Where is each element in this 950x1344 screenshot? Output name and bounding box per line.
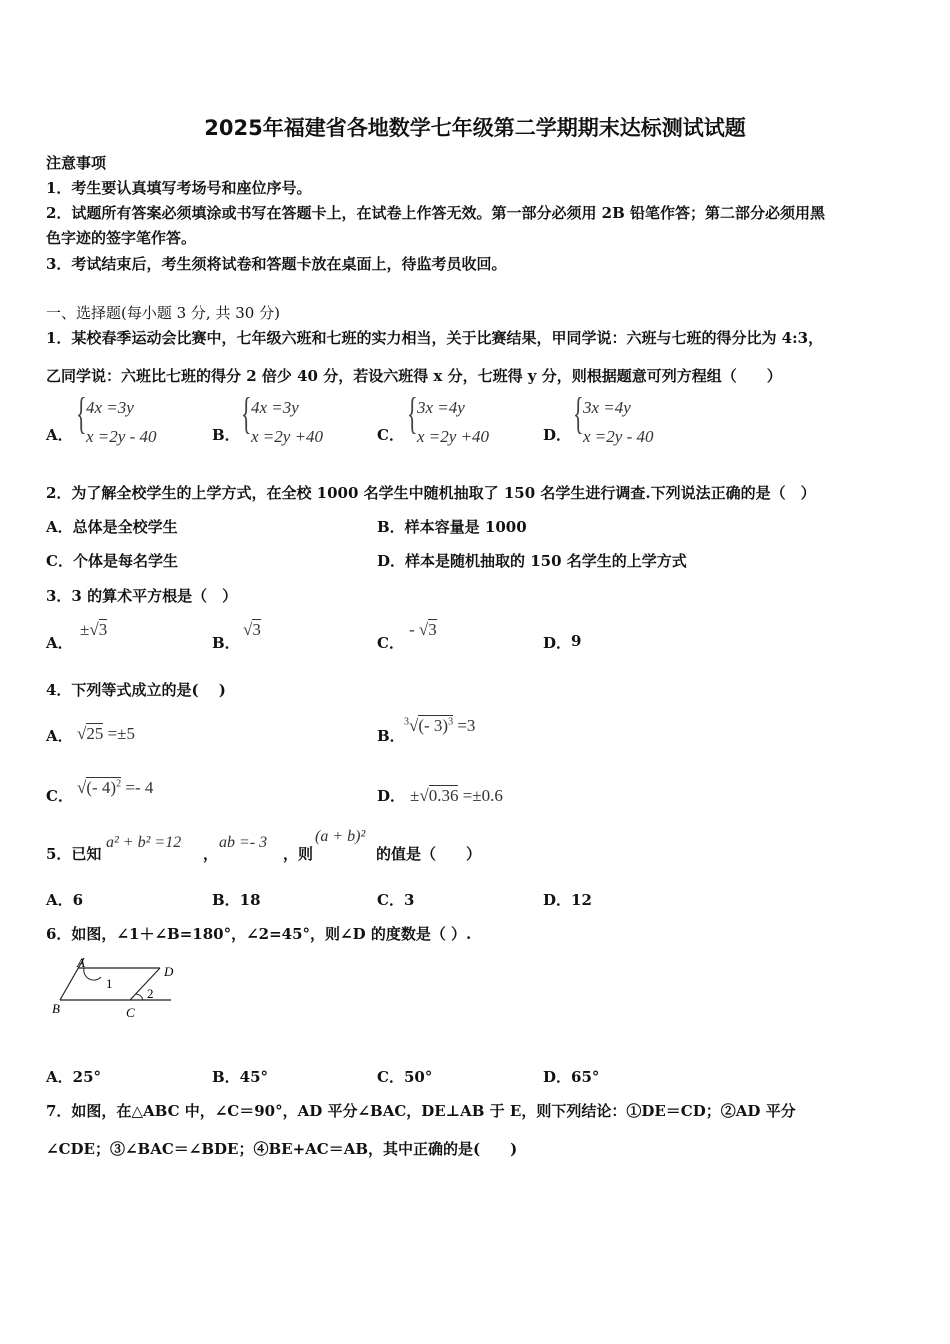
q4-option-d-label: D． — [377, 787, 406, 805]
q6-label-c: C — [126, 1005, 135, 1020]
q6-label-d: D — [164, 964, 174, 979]
q4-c-radicand: (- 4) — [86, 778, 117, 797]
q1-stem-line1: 1．某校春季运动会比赛中，七年级六班和七班的实力相当，关于比赛结果，甲同学说：六班与七班的得分比为 4:3， — [46, 329, 824, 347]
q1-d-eq2: x =2y - 40 — [583, 427, 654, 446]
q6-option-c: C．50° — [377, 1068, 433, 1086]
q1-option-c-label: C． — [377, 426, 404, 444]
q7-stem-line2: ∠CDE；③∠BAC＝∠BDE；④BE+AC＝AB，其中正确的是( ) — [46, 1140, 518, 1158]
q4-a-rhs: =±5 — [107, 724, 136, 743]
radical-icon: √ — [243, 620, 253, 639]
q3-option-d-value: 9 — [571, 632, 582, 650]
q1-a-eq1: 4x =3y — [86, 398, 134, 417]
q1-option-a-label: A． — [46, 426, 73, 444]
q6-label-1: 1 — [106, 976, 113, 991]
q3-option-a-label: A． — [46, 634, 73, 652]
q7-stem-line1: 7．如图，在△ABC 中，∠C＝90°，AD 平分∠BAC，DE⊥AB 于 E，则下列结论：①DE＝CD；②AD 平分 — [46, 1102, 796, 1120]
q1-c-eq1: 3x =4y — [417, 398, 465, 417]
q2-option-c: C．个体是每名学生 — [46, 552, 178, 570]
radical-icon: √ — [418, 620, 429, 639]
q4-option-c-expr — [77, 778, 153, 798]
q4-option-b-label: B． — [377, 727, 405, 745]
radical-icon: √ — [419, 786, 429, 805]
q3-a-radicand: 3 — [98, 620, 108, 639]
q3-c-prefix: - — [409, 620, 419, 639]
q3-c-radicand: 3 — [428, 620, 437, 639]
q3-a-prefix: ± — [80, 620, 90, 639]
q4-b-exponent: 3 — [448, 716, 454, 728]
brace-icon: { — [407, 389, 418, 438]
q6-label-b: B — [52, 1001, 60, 1016]
q4-d-prefix: ± — [410, 786, 420, 805]
q6-option-a: A．25° — [46, 1068, 102, 1086]
q1-b-eq1: 4x =3y — [251, 398, 299, 417]
q4-d-rhs: =±0.6 — [462, 786, 503, 805]
q4-option-d-expr — [410, 786, 503, 806]
radical-icon: √ — [77, 778, 87, 797]
q5-sep-1: ， — [203, 845, 219, 863]
notice-heading: 注意事项 — [46, 154, 107, 172]
q6-option-d: D．65° — [543, 1068, 600, 1086]
q4-stem: 4．下列等式成立的是( ) — [46, 681, 226, 699]
q5-option-c: C．3 — [377, 891, 415, 909]
q5-post: 的值是（ ） — [376, 845, 482, 863]
q5-option-d: D．12 — [543, 891, 592, 909]
q4-c-rhs: =- 4 — [125, 778, 154, 797]
q5-expression: (a + b)² — [315, 828, 366, 845]
q3-b-radicand: 3 — [252, 620, 261, 639]
q4-a-radicand: 25 — [86, 724, 104, 743]
q4-option-c-label: C． — [46, 787, 73, 805]
q3-option-b-expr — [243, 620, 261, 640]
q6-figure — [48, 950, 178, 1025]
q6-label-2: 2 — [147, 986, 154, 1001]
q6-label-a: A — [77, 955, 85, 970]
page-title: 2025年福建省各地数学七年级第二学期期末达标测试试题 — [204, 116, 746, 140]
q2-option-d: D．样本是随机抽取的 150 名学生的上学方式 — [377, 552, 687, 570]
brace-icon: { — [573, 389, 584, 438]
q4-option-b-expr — [404, 716, 475, 736]
q4-option-a-label: A． — [46, 727, 73, 745]
q1-option-b-label: B． — [212, 426, 240, 444]
q3-stem: 3．3 的算术平方根是（ ） — [46, 587, 238, 605]
q4-option-a-expr — [77, 724, 135, 744]
q1-stem-line2: 乙同学说：六班比七班的得分 2 倍少 40 分，若设六班得 x 分，七班得 y 分，则根据题意可列方程组（ ） — [46, 367, 782, 385]
q5-condition-1: a² + b² =12 — [106, 834, 182, 851]
q2-stem: 2．为了解全校学生的上学方式，在全校 1000 名学生中随机抽取了 150 名学生进行调查.下列说法正确的是（ ） — [46, 484, 816, 502]
notice-item-2-cont: 色字迹的签字笔作答。 — [46, 229, 197, 247]
q4-c-exponent: 2 — [116, 778, 122, 790]
q3-option-a-expr — [80, 620, 107, 640]
q5-option-b: B．18 — [212, 891, 261, 909]
q4-d-radicand: 0.36 — [428, 786, 459, 805]
q3-option-b-label: B． — [212, 634, 240, 652]
brace-icon: { — [241, 389, 252, 438]
q5-condition-2: ab =- 3 — [219, 834, 268, 851]
q4-b-index: 3 — [404, 716, 409, 728]
q4-b-radicand: (- 3) — [418, 716, 449, 735]
q3-option-d-label: D． — [543, 634, 572, 652]
q1-b-eq2: x =2y +40 — [251, 427, 324, 446]
q5-option-a: A．6 — [46, 891, 84, 909]
q3-option-c-label: C． — [377, 634, 404, 652]
radical-icon: √ — [409, 716, 419, 735]
q2-option-b: B．样本容量是 1000 — [377, 518, 527, 536]
q6-option-b: B．45° — [212, 1068, 269, 1086]
radical-icon: √ — [89, 620, 99, 639]
q1-a-eq2: x =2y - 40 — [86, 427, 157, 446]
q6-stem: 6．如图，∠1＋∠B=180°，∠2=45°，则∠D 的度数是（ ）. — [46, 925, 472, 943]
q6-angle-1-arc — [84, 968, 101, 980]
q1-d-eq1: 3x =4y — [583, 398, 631, 417]
section-heading: 一、选择题(每小题 3 分, 共 30 分) — [46, 304, 280, 322]
q5-sep-2: ，则 — [283, 845, 314, 863]
q3-option-c-expr — [409, 620, 437, 640]
radical-icon: √ — [77, 724, 87, 743]
brace-icon: { — [76, 389, 87, 438]
q5-pre: 5．已知 — [46, 845, 102, 863]
q6-angle-2-arc — [136, 994, 143, 1000]
q6-line-cd — [130, 968, 160, 1000]
q4-b-rhs: =3 — [457, 716, 476, 735]
q1-option-d-label: D． — [543, 426, 572, 444]
q2-option-a: A．总体是全校学生 — [46, 518, 178, 536]
q1-c-eq2: x =2y +40 — [417, 427, 490, 446]
notice-item-2: 2．试题所有答案必须填涂或书写在答题卡上，在试卷上作答无效。第一部分必须用 2B 铅笔作答；第二部分必须用黑 — [46, 204, 826, 222]
notice-item-3: 3．考试结束后，考生须将试卷和答题卡放在桌面上，待监考员收回。 — [46, 255, 507, 273]
notice-item-1: 1．考生要认真填写考场号和座位序号。 — [46, 179, 312, 197]
